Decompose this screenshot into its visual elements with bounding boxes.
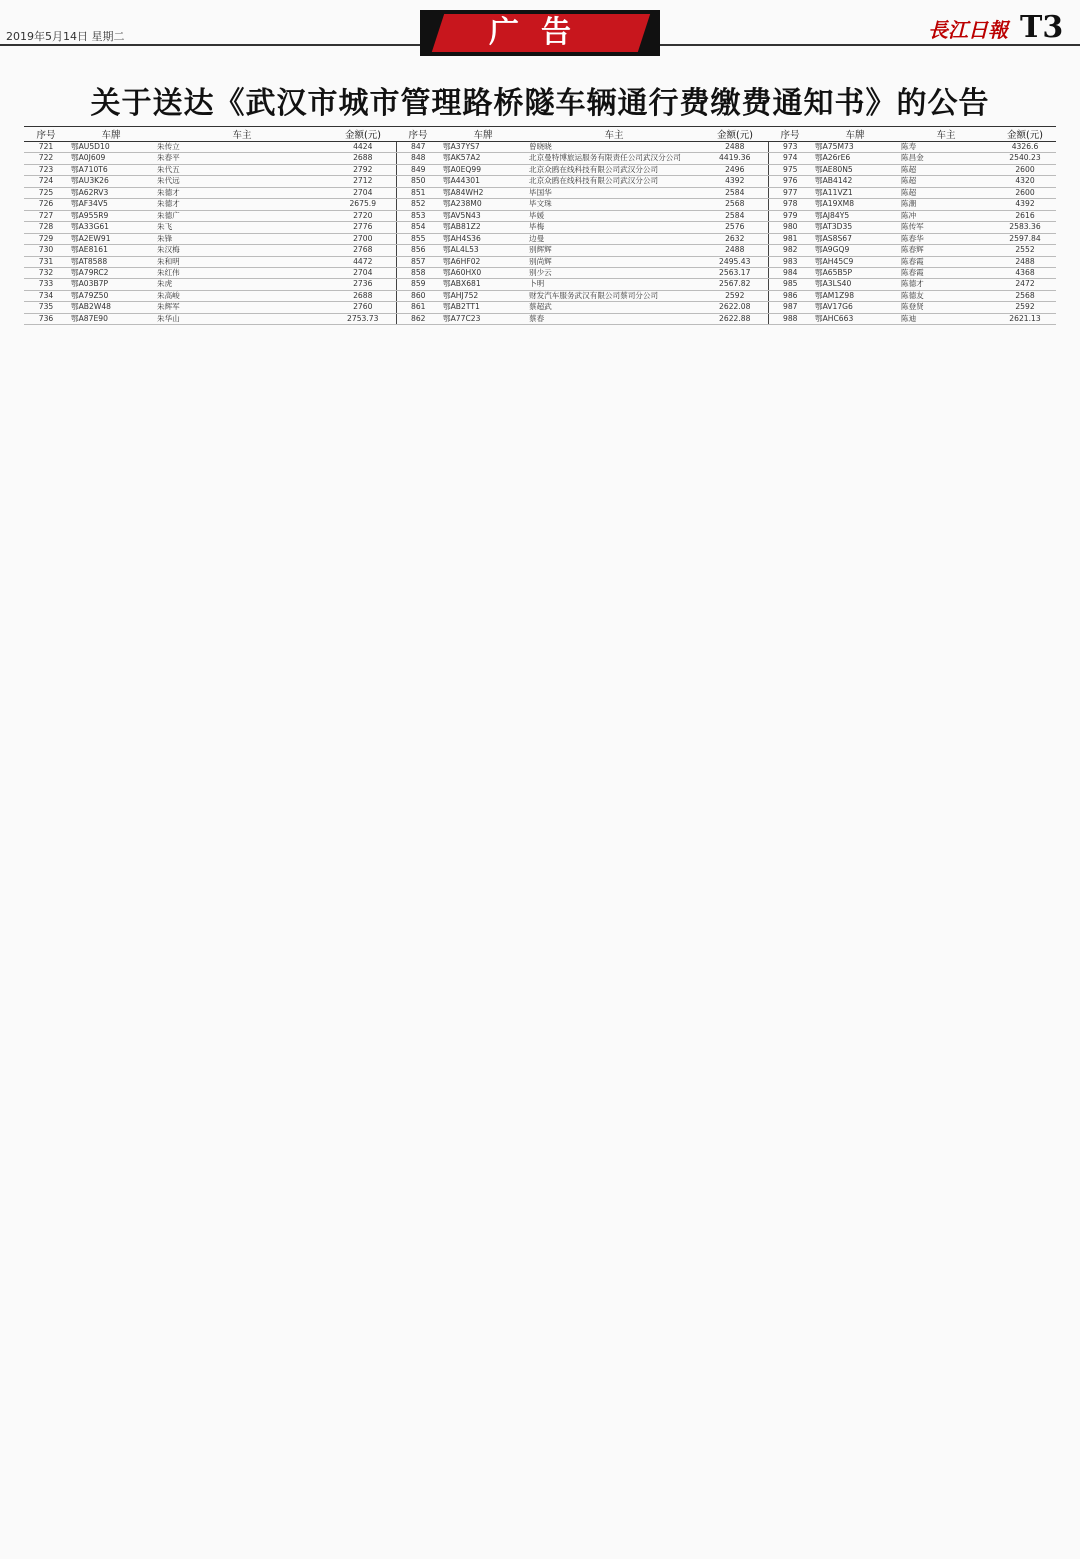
seq-cell: 988 [768, 313, 812, 324]
amount-cell: 4326.6 [994, 142, 1056, 153]
seq-cell: 850 [396, 176, 440, 187]
seq-cell: 858 [396, 267, 440, 278]
amount-cell: 2622.08 [702, 302, 768, 313]
seq-cell: 727 [24, 210, 68, 221]
amount-cell: 2688 [330, 153, 396, 164]
plate-cell: 鄂A2EW91 [68, 233, 154, 244]
plate-cell: 鄂AB2TT1 [440, 302, 526, 313]
notice-title: 关于送达《武汉市城市管理路桥隧车辆通行费缴费通知书》的公告 [90, 86, 990, 121]
plate-cell: 鄂AE80N5 [812, 164, 898, 175]
owner-cell: 朱汉梅 [154, 245, 330, 256]
seq-cell: 853 [396, 210, 440, 221]
seq-cell: 725 [24, 187, 68, 198]
col-header-owner: 车主 [154, 127, 330, 142]
amount-cell: 4392 [702, 176, 768, 187]
table-row [24, 153, 1056, 164]
seq-cell: 734 [24, 290, 68, 301]
seq-cell: 723 [24, 164, 68, 175]
owner-cell: 朱红伟 [154, 267, 330, 278]
owner-cell: 北京众鸥在线科技有限公司武汉分公司 [526, 164, 702, 175]
owner-cell: 毕媛 [526, 210, 702, 221]
plate-cell: 鄂AT8588 [68, 256, 154, 267]
masthead [0, 0, 1080, 76]
plate-cell: 鄂AV5N43 [440, 210, 526, 221]
plate-cell: 鄂AJ84Y5 [812, 210, 898, 221]
newspaper-logo: 長江日報 [928, 18, 1008, 42]
amount-cell: 4472 [330, 256, 396, 267]
owner-cell: 朱高峻 [154, 290, 330, 301]
amount-cell: 2584 [702, 210, 768, 221]
amount-cell: 2736 [330, 279, 396, 290]
plate-cell: 鄂AM1Z98 [812, 290, 898, 301]
header-rule-left [0, 44, 420, 46]
plate-cell: 鄂AB2W48 [68, 302, 154, 313]
seq-cell: 733 [24, 279, 68, 290]
amount-cell: 2704 [330, 187, 396, 198]
owner-cell: 陈传军 [898, 222, 994, 233]
amount-cell: 4392 [994, 199, 1056, 210]
seq-cell: 849 [396, 164, 440, 175]
amount-cell: 2488 [994, 256, 1056, 267]
seq-cell: 731 [24, 256, 68, 267]
seq-cell: 857 [396, 256, 440, 267]
amount-cell: 2700 [330, 233, 396, 244]
plate-cell: 鄂A62RV3 [68, 187, 154, 198]
plate-cell: 鄂AH4S36 [440, 233, 526, 244]
table-row [24, 176, 1056, 187]
seq-cell: 974 [768, 153, 812, 164]
table-row [24, 313, 1056, 324]
plate-cell: 鄂A710T6 [68, 164, 154, 175]
owner-cell: 朱传立 [154, 142, 330, 153]
amount-cell: 2600 [994, 187, 1056, 198]
seq-cell: 973 [768, 142, 812, 153]
plate-cell: 鄂A44301 [440, 176, 526, 187]
seq-cell: 860 [396, 290, 440, 301]
seq-cell: 721 [24, 142, 68, 153]
owner-cell: 别尚辉 [526, 256, 702, 267]
seq-cell: 851 [396, 187, 440, 198]
seq-cell: 980 [768, 222, 812, 233]
seq-cell: 728 [24, 222, 68, 233]
owner-cell: 陈冲 [898, 210, 994, 221]
plate-cell: 鄂AT3D35 [812, 222, 898, 233]
col-header-plate: 车牌 [440, 127, 526, 142]
plate-cell: 鄂AHC663 [812, 313, 898, 324]
plate-cell: 鄂A3LS40 [812, 279, 898, 290]
owner-cell: 陈春华 [898, 233, 994, 244]
seq-cell: 987 [768, 302, 812, 313]
plate-cell: 鄂A87E90 [68, 313, 154, 324]
owner-cell: 陈春辉 [898, 245, 994, 256]
amount-cell: 2540.23 [994, 153, 1056, 164]
col-header-plate: 车牌 [68, 127, 154, 142]
amount-cell: 2776 [330, 222, 396, 233]
owner-cell: 陈超 [898, 164, 994, 175]
owner-cell: 朱德广 [154, 210, 330, 221]
amount-cell: 4368 [994, 267, 1056, 278]
plate-cell: 鄂AH45C9 [812, 256, 898, 267]
table-row [24, 142, 1056, 153]
plate-cell: 鄂AS8S67 [812, 233, 898, 244]
amount-cell: 2576 [702, 222, 768, 233]
owner-cell: 北京众鸥在线科技有限公司武汉分公司 [526, 176, 702, 187]
fee-notice-table-wrap [24, 126, 1056, 1554]
col-header-seq: 序号 [768, 127, 812, 142]
amount-cell: 2592 [702, 290, 768, 301]
plate-cell: 鄂A33G61 [68, 222, 154, 233]
owner-cell: 毕文珠 [526, 199, 702, 210]
plate-cell: 鄂A37YS7 [440, 142, 526, 153]
seq-cell: 730 [24, 245, 68, 256]
owner-cell: 朱锋 [154, 233, 330, 244]
col-header-seq: 序号 [24, 127, 68, 142]
owner-cell: 陈潮 [898, 199, 994, 210]
owner-cell: 陈春霞 [898, 256, 994, 267]
seq-cell: 975 [768, 164, 812, 175]
amount-cell: 2760 [330, 302, 396, 313]
table-row [24, 187, 1056, 198]
table-row [24, 233, 1056, 244]
owner-cell: 蔡春 [526, 313, 702, 324]
plate-cell: 鄂AK57A2 [440, 153, 526, 164]
owner-cell: 北京曼特博旅运服务有限责任公司武汉分公司 [526, 153, 702, 164]
table-row [24, 210, 1056, 221]
owner-cell: 曾晓晓 [526, 142, 702, 153]
plate-cell: 鄂AHJ752 [440, 290, 526, 301]
seq-cell: 724 [24, 176, 68, 187]
col-header-owner: 车主 [898, 127, 994, 142]
plate-cell: 鄂A75M73 [812, 142, 898, 153]
amount-cell: 2563.17 [702, 267, 768, 278]
amount-cell: 2592 [994, 302, 1056, 313]
plate-cell: 鄂A955R9 [68, 210, 154, 221]
amount-cell: 2753.73 [330, 313, 396, 324]
owner-cell: 陈超 [898, 187, 994, 198]
amount-cell: 2488 [702, 245, 768, 256]
col-header-owner: 车主 [526, 127, 702, 142]
seq-cell: 976 [768, 176, 812, 187]
plate-cell: 鄂A238M0 [440, 199, 526, 210]
owner-cell: 朱华山 [154, 313, 330, 324]
amount-cell: 2632 [702, 233, 768, 244]
seq-cell: 986 [768, 290, 812, 301]
amount-cell: 2568 [702, 199, 768, 210]
seq-cell: 985 [768, 279, 812, 290]
table-row [24, 245, 1056, 256]
section-label: 广告 [489, 15, 593, 50]
plate-cell: 鄂A0J609 [68, 153, 154, 164]
seq-cell: 981 [768, 233, 812, 244]
amount-cell: 2496 [702, 164, 768, 175]
plate-cell: 鄂AE8161 [68, 245, 154, 256]
amount-cell: 2675.9 [330, 199, 396, 210]
plate-cell: 鄂A0EQ99 [440, 164, 526, 175]
owner-cell: 毕梅 [526, 222, 702, 233]
plate-cell: 鄂A79Z50 [68, 290, 154, 301]
plate-cell: 鄂AB4142 [812, 176, 898, 187]
col-header-amount: 金额(元) [702, 127, 768, 142]
owner-cell: 朱德才 [154, 187, 330, 198]
owner-cell: 朱代远 [154, 176, 330, 187]
amount-cell: 2792 [330, 164, 396, 175]
plate-cell: 鄂AF34V5 [68, 199, 154, 210]
table-row [24, 164, 1056, 175]
amount-cell: 2712 [330, 176, 396, 187]
plate-cell: 鄂A11VZ1 [812, 187, 898, 198]
seq-cell: 979 [768, 210, 812, 221]
plate-cell: 鄂A77C23 [440, 313, 526, 324]
owner-cell: 陈德友 [898, 290, 994, 301]
seq-cell: 847 [396, 142, 440, 153]
seq-cell: 852 [396, 199, 440, 210]
plate-cell: 鄂A03B7P [68, 279, 154, 290]
seq-cell: 856 [396, 245, 440, 256]
amount-cell: 2584 [702, 187, 768, 198]
plate-cell: 鄂A19XM8 [812, 199, 898, 210]
owner-cell: 朱辉军 [154, 302, 330, 313]
owner-cell: 陈登贤 [898, 302, 994, 313]
owner-cell: 蔡超武 [526, 302, 702, 313]
amount-cell: 2616 [994, 210, 1056, 221]
seq-cell: 736 [24, 313, 68, 324]
seq-cell: 848 [396, 153, 440, 164]
col-header-seq: 序号 [396, 127, 440, 142]
table-row [24, 267, 1056, 278]
amount-cell: 2495.43 [702, 256, 768, 267]
col-header-plate: 车牌 [812, 127, 898, 142]
seq-cell: 735 [24, 302, 68, 313]
table-row [24, 290, 1056, 301]
seq-cell: 722 [24, 153, 68, 164]
amount-cell: 2488 [702, 142, 768, 153]
amount-cell: 4320 [994, 176, 1056, 187]
plate-cell: 鄂A6HF02 [440, 256, 526, 267]
owner-cell: 朱虎 [154, 279, 330, 290]
owner-cell: 财发汽车服务武汉有限公司蔡司分公司 [526, 290, 702, 301]
amount-cell: 2597.84 [994, 233, 1056, 244]
amount-cell: 2600 [994, 164, 1056, 175]
col-header-amount: 金额(元) [330, 127, 396, 142]
owner-cell: 朱春平 [154, 153, 330, 164]
plate-cell: 鄂AV17G6 [812, 302, 898, 313]
table-row [24, 279, 1056, 290]
amount-cell: 2567.82 [702, 279, 768, 290]
plate-cell: 鄂A26rE6 [812, 153, 898, 164]
header-rule-right [660, 44, 1080, 46]
owner-cell: 别少云 [526, 267, 702, 278]
amount-cell: 2621.13 [994, 313, 1056, 324]
seq-cell: 855 [396, 233, 440, 244]
issue-date: 2019年5月14日 星期二 [6, 30, 125, 43]
seq-cell: 726 [24, 199, 68, 210]
table-row [24, 222, 1056, 233]
owner-cell: 陈昌金 [898, 153, 994, 164]
owner-cell: 陈超 [898, 176, 994, 187]
plate-cell: 鄂A84WH2 [440, 187, 526, 198]
plate-cell: 鄂A79RC2 [68, 267, 154, 278]
plate-cell: 鄂A65B5P [812, 267, 898, 278]
table-row [24, 199, 1056, 210]
amount-cell: 2622.88 [702, 313, 768, 324]
amount-cell: 2472 [994, 279, 1056, 290]
table-header-row [24, 127, 1056, 142]
owner-cell: 陈寿 [898, 142, 994, 153]
amount-cell: 2568 [994, 290, 1056, 301]
owner-cell: 朱代五 [154, 164, 330, 175]
amount-cell: 2768 [330, 245, 396, 256]
owner-cell: 陈迪 [898, 313, 994, 324]
seq-cell: 978 [768, 199, 812, 210]
seq-cell: 859 [396, 279, 440, 290]
owner-cell: 陈德才 [898, 279, 994, 290]
seq-cell: 861 [396, 302, 440, 313]
seq-cell: 729 [24, 233, 68, 244]
owner-cell: 卜明 [526, 279, 702, 290]
amount-cell: 4419.36 [702, 153, 768, 164]
amount-cell: 4424 [330, 142, 396, 153]
seq-cell: 854 [396, 222, 440, 233]
seq-cell: 982 [768, 245, 812, 256]
owner-cell: 陈春霞 [898, 267, 994, 278]
table-row [24, 302, 1056, 313]
seq-cell: 977 [768, 187, 812, 198]
plate-cell: 鄂A60HX0 [440, 267, 526, 278]
owner-cell: 毕国华 [526, 187, 702, 198]
plate-cell: 鄂AL4L53 [440, 245, 526, 256]
page-number: T3 [1020, 10, 1064, 45]
table-body [24, 142, 1056, 325]
plate-cell: 鄂AU5D10 [68, 142, 154, 153]
amount-cell: 2704 [330, 267, 396, 278]
seq-cell: 983 [768, 256, 812, 267]
amount-cell: 2688 [330, 290, 396, 301]
seq-cell: 862 [396, 313, 440, 324]
seq-cell: 984 [768, 267, 812, 278]
table-row [24, 256, 1056, 267]
amount-cell: 2552 [994, 245, 1056, 256]
owner-cell: 朱和明 [154, 256, 330, 267]
owner-cell: 朱德才 [154, 199, 330, 210]
plate-cell: 鄂ABX681 [440, 279, 526, 290]
amount-cell: 2583.36 [994, 222, 1056, 233]
col-header-amount: 金额(元) [994, 127, 1056, 142]
owner-cell: 边曼 [526, 233, 702, 244]
owner-cell: 别辉辉 [526, 245, 702, 256]
fee-notice-table [24, 126, 1056, 325]
owner-cell: 朱飞 [154, 222, 330, 233]
plate-cell: 鄂A9GQ9 [812, 245, 898, 256]
seq-cell: 732 [24, 267, 68, 278]
plate-cell: 鄂AU3K26 [68, 176, 154, 187]
amount-cell: 2720 [330, 210, 396, 221]
plate-cell: 鄂AB81Z2 [440, 222, 526, 233]
